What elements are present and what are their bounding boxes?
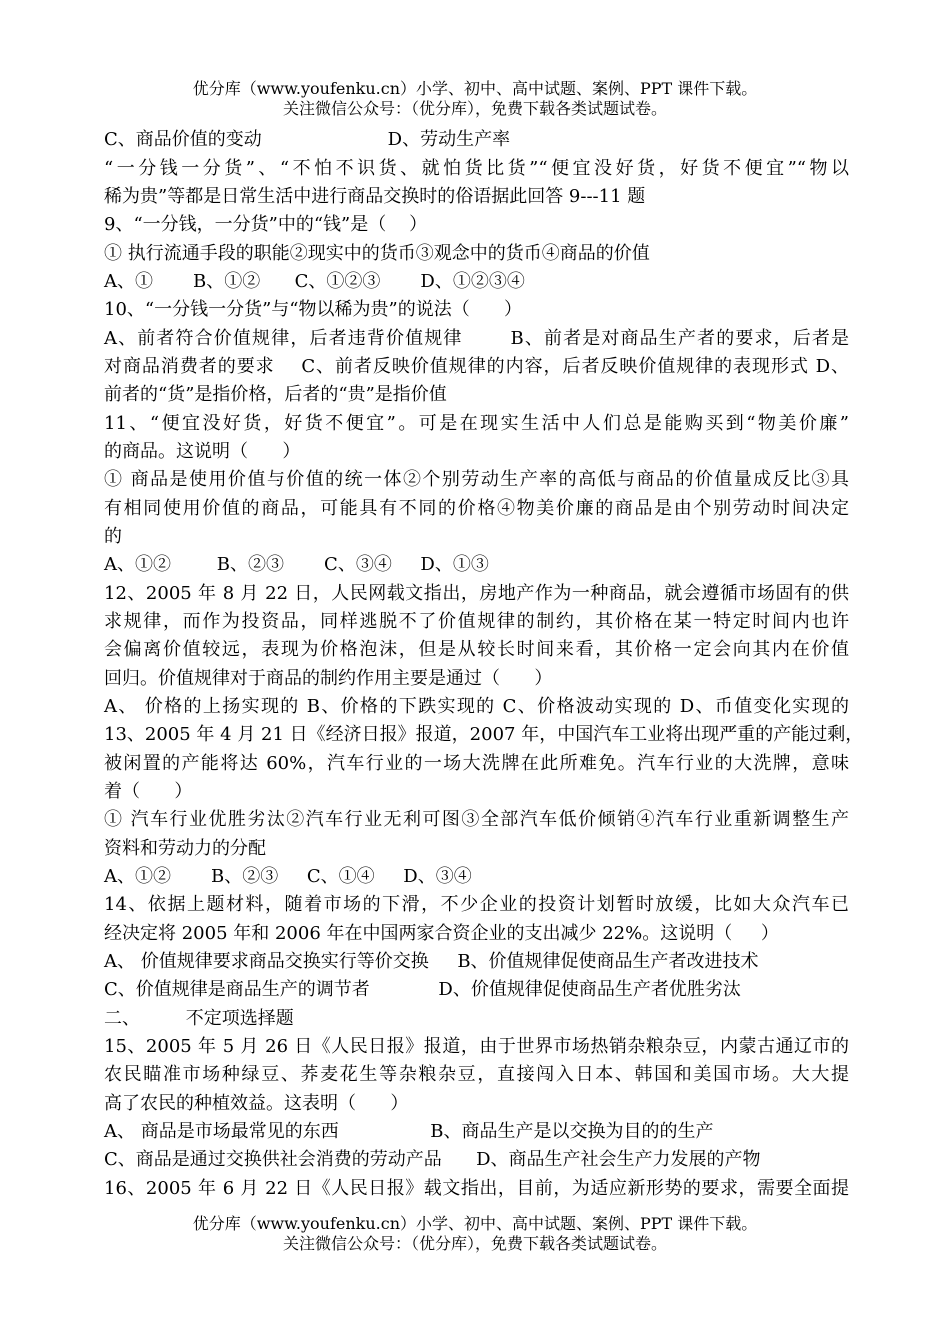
q14-stem-line-2: 经决定将 2005 年和 2006 年在中国两家合资企业的支出减少 22%。这说明（ ） (104, 923, 779, 944)
section-heading: 二、 不定项选择题 (104, 1008, 294, 1029)
q13-statements-line-2: 资料和劳动力的分配 (104, 838, 266, 859)
q15-stem-line-3: 高了农民的种植效益。这表明（ ） (104, 1093, 409, 1114)
q10-stem: 10、“一分钱一分货”与“物以稀为贵”的说法（ ） (104, 299, 523, 320)
intro-line-1: “一分钱一分货”、“不怕不识货、就怕货比货”“便宜没好货，好货不便宜”“物以 (104, 158, 849, 179)
q10-options-line-2: 对商品消费者的要求 C、前者反映价值规律的内容，后者反映价值规律的表现形式 D、 (104, 356, 849, 377)
q11-stem-line-2: 的商品。这说明（ ） (104, 441, 301, 462)
q13-statements-line-1: ① 汽车行业优胜劣汰②汽车行业无利可图③全部汽车低价倾销④汽车行业重新调整生产 (104, 809, 849, 830)
q11-stem-line-1: 11、“便宜没好货，好货不便宜”。可是在现实生活中人们总是能购买到“物美价廉” (104, 413, 849, 434)
q15-stem-line-1: 15、2005 年 5 月 26 日《人民日报》报道，由于世界市场热销杂粮杂豆，内蒙古通辽市的 (104, 1036, 849, 1057)
q11-options: A、①② B、②③ C、③④ D、①③ (104, 554, 489, 575)
q11-statements-line-1: ① 商品是使用价值与价值的统一体②个别劳动生产率的高低与商品的价值量成反比③具 (104, 469, 849, 490)
q12-stem-line-2: 求规律，而作为投资品，同样逃脱不了价值规律的制约，其价格在某一特定时间内也许 (104, 611, 849, 632)
header-line-1: 优分库（www.youfenku.cn）小学、初中、高中试题、案例、PPT 课件下载。 (192, 79, 758, 98)
q9-stem: 9、“一分钱，一分货”中的“钱”是（ ） (104, 214, 428, 235)
q15-options-ab: A、 商品是市场最常见的东西 B、商品生产是以交换为目的的生产 (104, 1121, 714, 1142)
q9-statements: ① 执行流通手段的职能②现实中的货币③观念中的货币④商品的价值 (104, 243, 650, 264)
q12-stem-line-1: 12、2005 年 8 月 22 日，人民网载文指出，房地产作为一种商品，就会遵循市场固有的供 (104, 583, 849, 604)
q13-stem-line-2: 被闲置的产能将达 60%，汽车行业的一场大洗牌在此所难免。汽车行业的大洗牌，意味 (104, 753, 849, 774)
header-line-2: 关注微信公众号：（优分库），免费下载各类试题试卷。 (282, 99, 667, 118)
footer-line-1: 优分库（www.youfenku.cn）小学、初中、高中试题、案例、PPT 课件下载。 (192, 1214, 758, 1233)
footer-line-2: 关注微信公众号：（优分库），免费下载各类试题试卷。 (282, 1234, 667, 1253)
q15-stem-line-2: 农民瞄准市场种绿豆、荞麦花生等杂粮杂豆，直接闯入日本、韩国和美国市场。大大提 (104, 1064, 849, 1085)
q15-options-cd: C、商品是通过交换供社会消费的劳动产品 D、商品生产社会生产力发展的产物 (104, 1149, 761, 1170)
q13-stem-line-3: 着（ ） (104, 781, 193, 802)
q12-options: A、 价格的上扬实现的 B、价格的下跌实现的 C、价格波动实现的 D、币值变化实现的 (104, 696, 849, 717)
q11-statements-line-2: 有相同使用价值的商品，可能具有不同的价格④物美价廉的商品是由个别劳动时间决定 (104, 498, 849, 519)
q10-options-line-3: 前者的“货”是指价格，后者的“贵”是指价值 (104, 384, 447, 405)
q10-options-line-1: A、前者符合价值规律，后者违背价值规律 B、前者是对商品生产者的要求，后者是 (104, 328, 849, 349)
q12-stem-line-3: 会偏离价值较远，表现为价格泡沫，但是从较长时间来看，其价格一定会向其内在价值 (104, 639, 849, 660)
q14-options-ab: A、 价值规律要求商品交换实行等价交换 B、价值规律促使商品生产者改进技术 (104, 951, 759, 972)
q8-options-cd: C、商品价值的变动 D、劳动生产率 (104, 129, 511, 150)
q13-stem-line-1: 13、2005 年 4 月 21 日《经济日报》报道，2007 年，中国汽车工业将出现严重的产能过剩， (104, 724, 864, 745)
intro-line-2: 稀为贵”等都是日常生活中进行商品交换时的俗语据此回答 9---11 题 (104, 186, 646, 207)
q9-options: A、① B、①② C、①②③ D、①②③④ (104, 271, 525, 292)
q12-stem-line-4: 回归。价值规律对于商品的制约作用主要是通过（ ） (104, 668, 553, 689)
q16-stem-line-1: 16、2005 年 6 月 22 日《人民日报》载文指出，目前，为适应新形势的要求，需要全面提 (104, 1178, 849, 1199)
q13-options: A、①② B、②③ C、①④ D、③④ (104, 866, 472, 887)
q11-statements-line-3: 的 (104, 526, 122, 547)
q14-stem-line-1: 14、依据上题材料，随着市场的下滑，不少企业的投资计划暂时放缓，比如大众汽车已 (104, 894, 849, 915)
q14-options-cd: C、价值规律是商品生产的调节者 D、价值规律促使商品生产者优胜劣汰 (104, 979, 741, 1000)
